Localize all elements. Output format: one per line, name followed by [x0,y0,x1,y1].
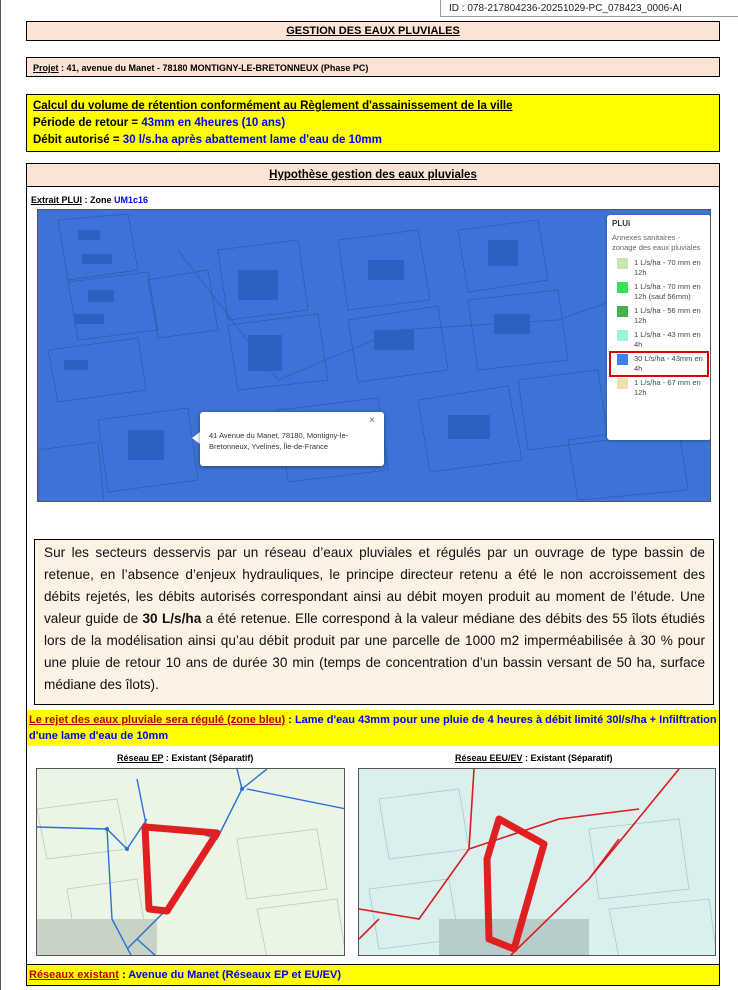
popup-address: 41 Avenue du Manet, 78180, Montigny-le-Bretonneux, Yvelines, Île-de-France [209,431,349,451]
legend-subtitle: Annexes sanitaires - zonage des eaux pluviales [612,233,701,252]
address-popup [200,412,384,466]
eeu-network-label: Réseau EEU/EV : Existant (Séparatif) [455,753,613,763]
popup-pointer [192,432,200,444]
legend-item: 1 L/s/ha - 67 mm en 12h [612,378,706,398]
legend-swatch [617,282,628,293]
explanation-paragraph: Sur les secteurs desservis par un réseau d’eaux pluviales et régulés par un ouvrage de type bassin de retenue, en l’absence d’enjeux hydrauliques, le principe directeur retenu a été le non accroissement des débits rejetés, les débits autorisés correspondant ainsi au débit moyen produit au moment de l’étude. Une valeur guide de 30 L/s/ha a été retenue. Elle correspond à la valeur médiane des débits des 55 îlots étudiés lors de la modélisation ainsi qu’au débit produit par une parcelle de 1000 m2 imperméabilisée à 30 % pour une pluie de retour 10 ans de durée 30 min (temps de concentration d’un bassin versant de 50 ha, surface médiane des îlots). [34,539,714,705]
reseaux-label: Réseaux existant [29,969,119,981]
projet-value: : 41, avenue du Manet - 78180 MONTIGNY-LE-BRETONNEUX (Phase PC) [58,63,369,73]
hypothese-section [26,163,720,986]
page-left-border [0,0,1,990]
hypothese-title: Hypothèse gestion des eaux pluviales [269,169,477,181]
legend-swatch [617,354,628,365]
plui-zoning-map[interactable] [37,209,711,502]
legend-swatch [617,306,628,317]
hypothese-title-bar [27,164,719,187]
ep-network-map[interactable] [36,768,345,956]
rejet-label: Le rejet des eaux pluviale sera régulé (zone bleu) [29,714,286,726]
legend-item: 1 L/s/ha - 56 mm en 12h [612,306,706,326]
rejet-value: Lame d'eau 43mm pour une pluie de 4 heures à débit limité 30l/s/ha + Infilftration d'une lame d'eau de 10mm [29,714,717,742]
legend-item: 1 L/s/ha - 43 mm en 4h [612,330,706,350]
legend-swatch [617,330,628,341]
guide-value: 30 L/s/ha [142,611,202,626]
extrait-plui: Extrait PLUI : Zone UM1c16 [31,195,149,205]
legend-item-highlighted: 30 L/s/ha - 43mm en 4h [612,354,706,374]
legend-swatch [617,258,628,269]
close-icon[interactable]: × [369,415,375,426]
legend-item: 1 L/s/ha - 70 mm en 12h [612,258,706,278]
legend-swatch [617,378,628,389]
projet-label: Projet [33,63,59,73]
legend-item: 1 L/s/ha - 70 mm en 12h (sauf 56mm) [612,282,706,302]
page-title: GESTION DES EAUX PLUVIALES [26,21,720,41]
legend-title: PLUi [612,219,631,228]
eeu-network-map[interactable] [358,768,716,956]
debit-autorise-value: 30 l/s.ha après abattement lame d'eau de 10mm [122,134,382,146]
map-legend [607,215,711,440]
document-id: ID : 078-217804236-20251029-PC_078423_0006-AI [440,0,738,17]
projet-bar [26,57,720,77]
reseaux-value: Avenue du Manet (Réseaux EP et EU/EV) [128,969,341,981]
periode-retour: Période de retour = 43mm en 4heures (10 ans) [33,117,286,129]
periode-retour-value: 43mm en 4heures (10 ans) [141,117,286,129]
ep-network-drawing [37,769,345,956]
calcul-heading: Calcul du volume de rétention conformément au Règlement d'assainissement de la ville [33,100,513,112]
rejet-box: Le rejet des eaux pluviale sera régulé (zone bleu) : Lame d'eau 43mm pour une pluie de 4 heures à débit limité 30l/s/ha + Infilftration d'une lame d'eau de 10mm [27,710,719,746]
debit-autorise: Débit autorisé = 30 l/s.ha après abattement lame d'eau de 10mm [33,134,382,146]
eeu-network-drawing [359,769,716,956]
zone-code: UM1c16 [114,195,149,205]
calcul-box [26,94,720,152]
ep-network-label: Réseau EP : Existant (Séparatif) [117,753,254,763]
reseaux-existant-bar: Réseaux existant : Avenue du Manet (Réseaux EP et EU/EV) [27,964,719,985]
